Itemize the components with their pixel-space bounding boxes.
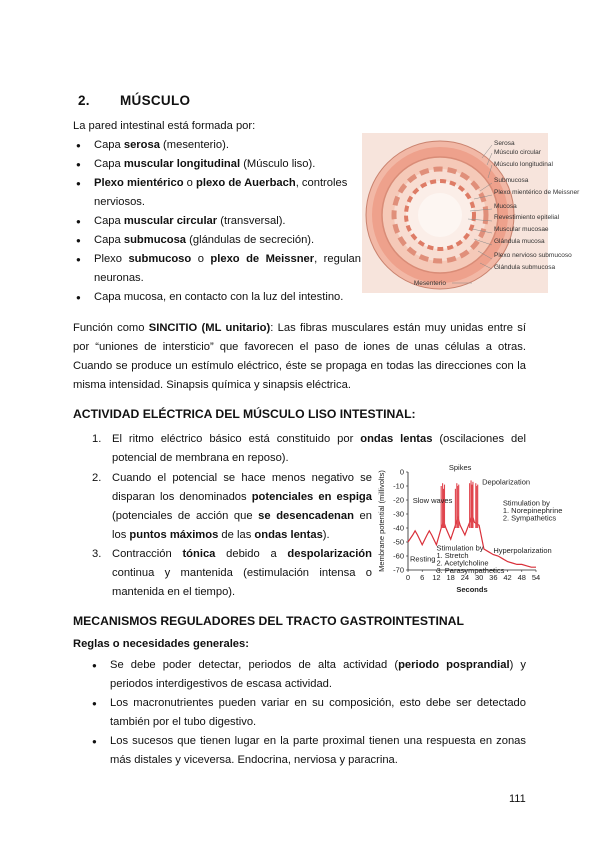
y-tick-label: -20: [393, 495, 404, 505]
x-tick-label: 12: [432, 573, 441, 582]
electric-items-2-3: [92, 469, 372, 602]
chart-annotation: Hyperpolarization: [493, 546, 552, 556]
y-tick-label: -40: [393, 523, 404, 533]
y-tick-label: -10: [393, 481, 404, 491]
x-tick-label: 36: [489, 573, 498, 582]
regulators-subheading: Reglas o necesidades generales:: [73, 638, 249, 650]
y-tick-label: -30: [393, 509, 404, 519]
x-tick-label: 6: [420, 573, 425, 582]
y-tick-label: -50: [393, 537, 404, 547]
x-tick-label: 24: [460, 573, 470, 582]
list-item: ● Capa serosa (mesenterio).: [76, 136, 361, 155]
section-number: 2.: [78, 93, 90, 108]
chart-annotation: Stimulation by 1. Stretch 2. Acetylcholine 3. Parasympathetics: [436, 543, 505, 575]
x-tick-label: 48: [517, 573, 526, 582]
regulators-heading: MECANISMOS REGULADORES DEL TRACTO GASTROINTESTINAL: [73, 614, 464, 628]
y-tick-label: -60: [393, 551, 404, 561]
diagram-label: Músculo longitudinal: [494, 161, 553, 168]
x-tick-label: 42: [503, 573, 512, 582]
list-item: 2. Cuando el potencial se hace menos negativo se disparan los denominados potenciales en espiga (potenciales de acción que se desencadenan en los puntos máximos de las ondas lentas).: [92, 472, 372, 541]
diagram-label: Glándula submucosa: [494, 264, 556, 271]
list-item: 1. El ritmo eléctrico básico está constituido por ondas lentas (oscilaciones del potencial de membrana en reposo).: [92, 433, 526, 464]
y-tick-label: -70: [393, 565, 404, 575]
list-item: ● Los macronutrientes pueden variar en su composición, esto debe ser detectado también por el tubo digestivo.: [92, 694, 526, 732]
diagram-label: Plexo nervioso submucoso: [494, 252, 572, 259]
x-tick-label: 54: [531, 573, 541, 582]
sincitio-paragraph: Función como SINCITIO (ML unitario): Las fibras musculares están muy unidas entre sí por “uniones de intersticio” que favorecen el paso de iones de unas células a otras. Cuando se produce un estímulo eléctrico, éste se propaga en todas las direcciones con la misma intensidad. Sinapsis química y sinapsis eléctrica.: [73, 322, 526, 391]
chart-annotation: Spikes: [448, 463, 472, 472]
y-tick-label: 0: [399, 467, 404, 477]
diagram-label: Mucosa: [494, 203, 517, 210]
list-item: ● Plexo submucoso o plexo de Meissner, regulan neuronas.: [76, 250, 361, 288]
section-heading: [78, 93, 190, 108]
diagram-label: Glándula mucosa: [494, 238, 545, 245]
chart-annotation: Stimulation by 1. Norepinephrine 2. Sympathetics: [502, 498, 563, 523]
list-item: ● Capa muscular circular (transversal).: [76, 212, 361, 231]
diagram-label: Mesenterio: [413, 280, 446, 287]
diagram-label: Submucosa: [494, 177, 529, 184]
list-item: ● Plexo mientérico o plexo de Auerbach, controles nerviosos.: [76, 174, 361, 212]
diagram-label: Muscular mucosae: [494, 226, 549, 233]
list-item: ● Capa submucosa (glándulas de secreción).: [76, 231, 361, 250]
chart-annotation: Slow waves: [412, 495, 453, 505]
list-item: ● Se debe poder detectar, periodos de alta actividad (periodo posprandial) y periodos interdigestivos de escasa actividad.: [92, 656, 526, 694]
electric-activity-heading: ACTIVIDAD ELÉCTRICA DEL MÚSCULO LISO INTESTINAL:: [73, 407, 416, 421]
x-tick-label: 0: [405, 573, 411, 582]
diagram-label: Músculo circular: [494, 149, 541, 156]
list-item: ● Capa mucosa, en contacto con la luz del intestino.: [76, 288, 361, 307]
y-axis-label: Membrane potential (millivolts): [377, 470, 386, 572]
intestine-cross-section-diagram: [362, 133, 580, 293]
x-axis-label: Seconds: [456, 585, 488, 594]
page-number: 111: [509, 793, 526, 805]
regulators-list: [92, 656, 526, 770]
list-item: 3. Contracción tónica debido a despolarización continua y mantenida (estimulación intensa o mantenida en el tiempo).: [92, 548, 372, 598]
diagram-label: Revestimiento epitelial: [494, 214, 560, 221]
list-item: ● Los sucesos que tienen lugar en la parte proximal tienen una respuesta en zonas más distales y viceversa. Endocrina, nerviosa y paracrina.: [92, 732, 526, 770]
chart-annotation: Resting: [410, 554, 436, 564]
x-tick-label: 30: [474, 573, 484, 582]
layers-list: [76, 136, 361, 307]
chart-annotation: Depolarization: [482, 477, 531, 487]
intro-text: La pared intestinal está formada por:: [73, 120, 256, 132]
diagram-label: Plexo mientérico de Meissner: [494, 189, 580, 196]
list-item: ● Capa muscular longitudinal (Músculo liso).: [76, 155, 361, 174]
section-title: MÚSCULO: [119, 93, 191, 108]
membrane-potential-chart: [376, 460, 576, 598]
diagram-label: Serosa: [494, 140, 515, 147]
x-tick-label: 18: [446, 573, 455, 582]
